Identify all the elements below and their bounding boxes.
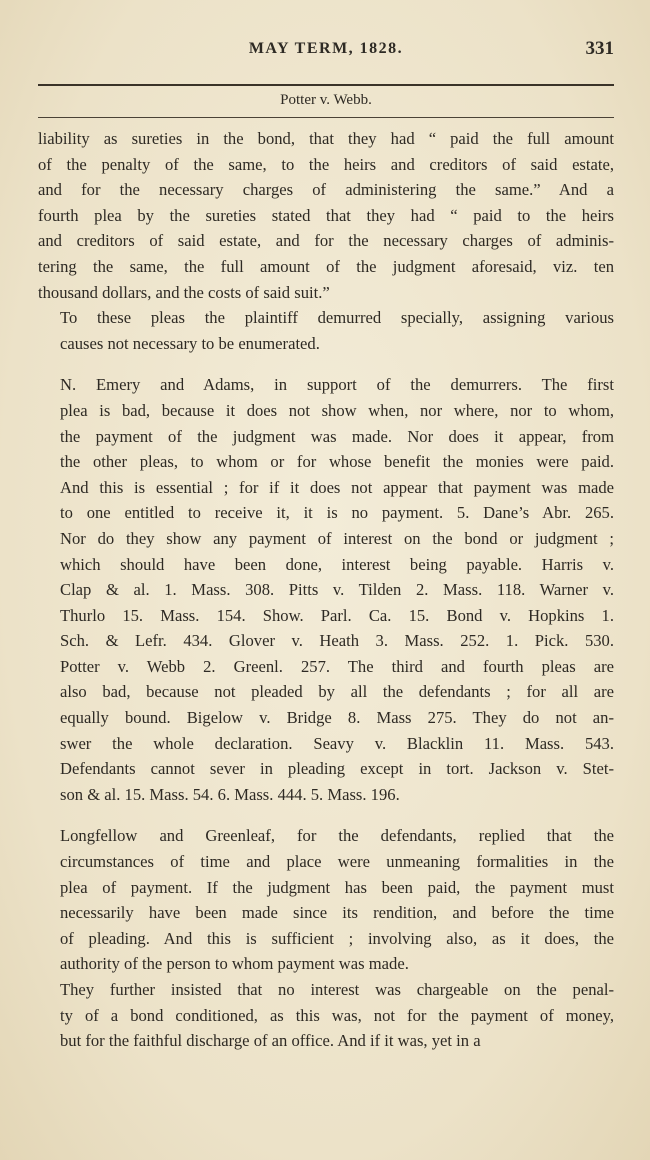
text-line: necessarily have been made since its rendition, and before the time (60, 903, 614, 923)
paragraph-p1 (38, 126, 614, 305)
page-number: 331 (585, 38, 614, 59)
text-line: which should have been done, interest being payable. Harris v. (60, 554, 614, 574)
text-line: And this is essential ; for if it does not appear that payment was made (60, 477, 614, 497)
text-line: Nor do they show any payment of interest on the bond or judgment ; (60, 528, 614, 548)
body-text (38, 126, 614, 1054)
text-line: They further insisted that no interest was chargeable on the penal- (60, 980, 614, 999)
text-line: equally bound. Bigelow v. Bridge 8. Mass 275. They do not an- (60, 708, 614, 728)
text-line: Clap & al. 1. Mass. 308. Pitts v. Tilden 2. Mass. 118. Warner v. (60, 580, 614, 600)
text-line: plea is bad, because it does not show when, nor where, nor to whom, (60, 400, 614, 420)
text-line: the other pleas, to whom or for whose benefit the monies were paid. (60, 452, 614, 472)
text-line: Thurlo 15. Mass. 154. Show. Parl. Ca. 15. Bond v. Hopkins 1. (60, 605, 614, 625)
text-line: of the penalty of the same, to the heirs and creditors of said estate, (38, 154, 614, 174)
text-line: Sch. & Lefr. 434. Glover v. Heath 3. Mass. 252. 1. Pick. 530. (60, 631, 614, 651)
text-line: but for the faithful discharge of an office. And if it was, yet in a (60, 1031, 481, 1051)
text-line: of pleading. And this is sufficient ; involving also, as it does, the (60, 928, 614, 948)
text-line: and creditors of said estate, and for the necessary charges of adminis- (38, 231, 614, 251)
paragraph-p5 (38, 977, 614, 1054)
paragraph-p2 (38, 305, 614, 356)
paragraph-gap (38, 356, 614, 372)
running-title: MAY TERM, 1828. (248, 40, 404, 57)
header-rule (38, 84, 614, 86)
paragraph-gap (38, 807, 614, 823)
text-line: Longfellow and Greenleaf, for the defendants, replied that the (60, 826, 614, 846)
text-line: thousand dollars, and the costs of said suit.” (38, 282, 330, 302)
paragraph-p4 (38, 823, 614, 977)
text-line: tering the same, the full amount of the judgment aforesaid, viz. ten (38, 256, 614, 276)
case-title-rule (38, 117, 614, 118)
text-line: the payment of the judgment was made. Nor does it appear, from (60, 426, 614, 446)
text-line: ty of a bond conditioned, as this was, not for the payment of money, (60, 1005, 614, 1025)
text-line: Defendants cannot sever in pleading except in tort. Jackson v. Stet- (60, 759, 614, 779)
text-line: Potter v. Webb 2. Greenl. 257. The third and fourth pleas are (60, 656, 614, 676)
text-line: swer the whole declaration. Seavy v. Blacklin 11. Mass. 543. (60, 733, 614, 753)
text-line: fourth plea by the sureties stated that they had “ paid to the heirs (38, 205, 614, 225)
paragraph-p3 (38, 372, 614, 807)
text-line: son & al. 15. Mass. 54. 6. Mass. 444. 5. Mass. 196. (60, 784, 400, 804)
text-line: circumstances of time and place were unmeaning formalities in the (60, 852, 614, 872)
text-line: to one entitled to receive it, it is no payment. 5. Dane’s Abr. 265. (60, 503, 614, 523)
running-head (38, 0, 614, 80)
case-title: Potter v. Webb. (280, 92, 372, 108)
text-line: plea of payment. If the judgment has been paid, the payment must (60, 877, 614, 897)
text-line: causes not necessary to be enumerated. (60, 333, 320, 353)
text-line: N. Emery and Adams, in support of the demurrers. The first (60, 375, 614, 395)
text-line: also bad, because not pleaded by all the defendants ; for all are (60, 682, 614, 702)
text-line: To these pleas the plaintiff demurred specially, assigning various (60, 308, 614, 328)
text-line: and for the necessary charges of administering the same.” And a (38, 180, 614, 200)
text-line: authority of the person to whom payment was made. (60, 954, 409, 974)
text-line: liability as sureties in the bond, that they had “ paid the full amount (38, 129, 614, 148)
